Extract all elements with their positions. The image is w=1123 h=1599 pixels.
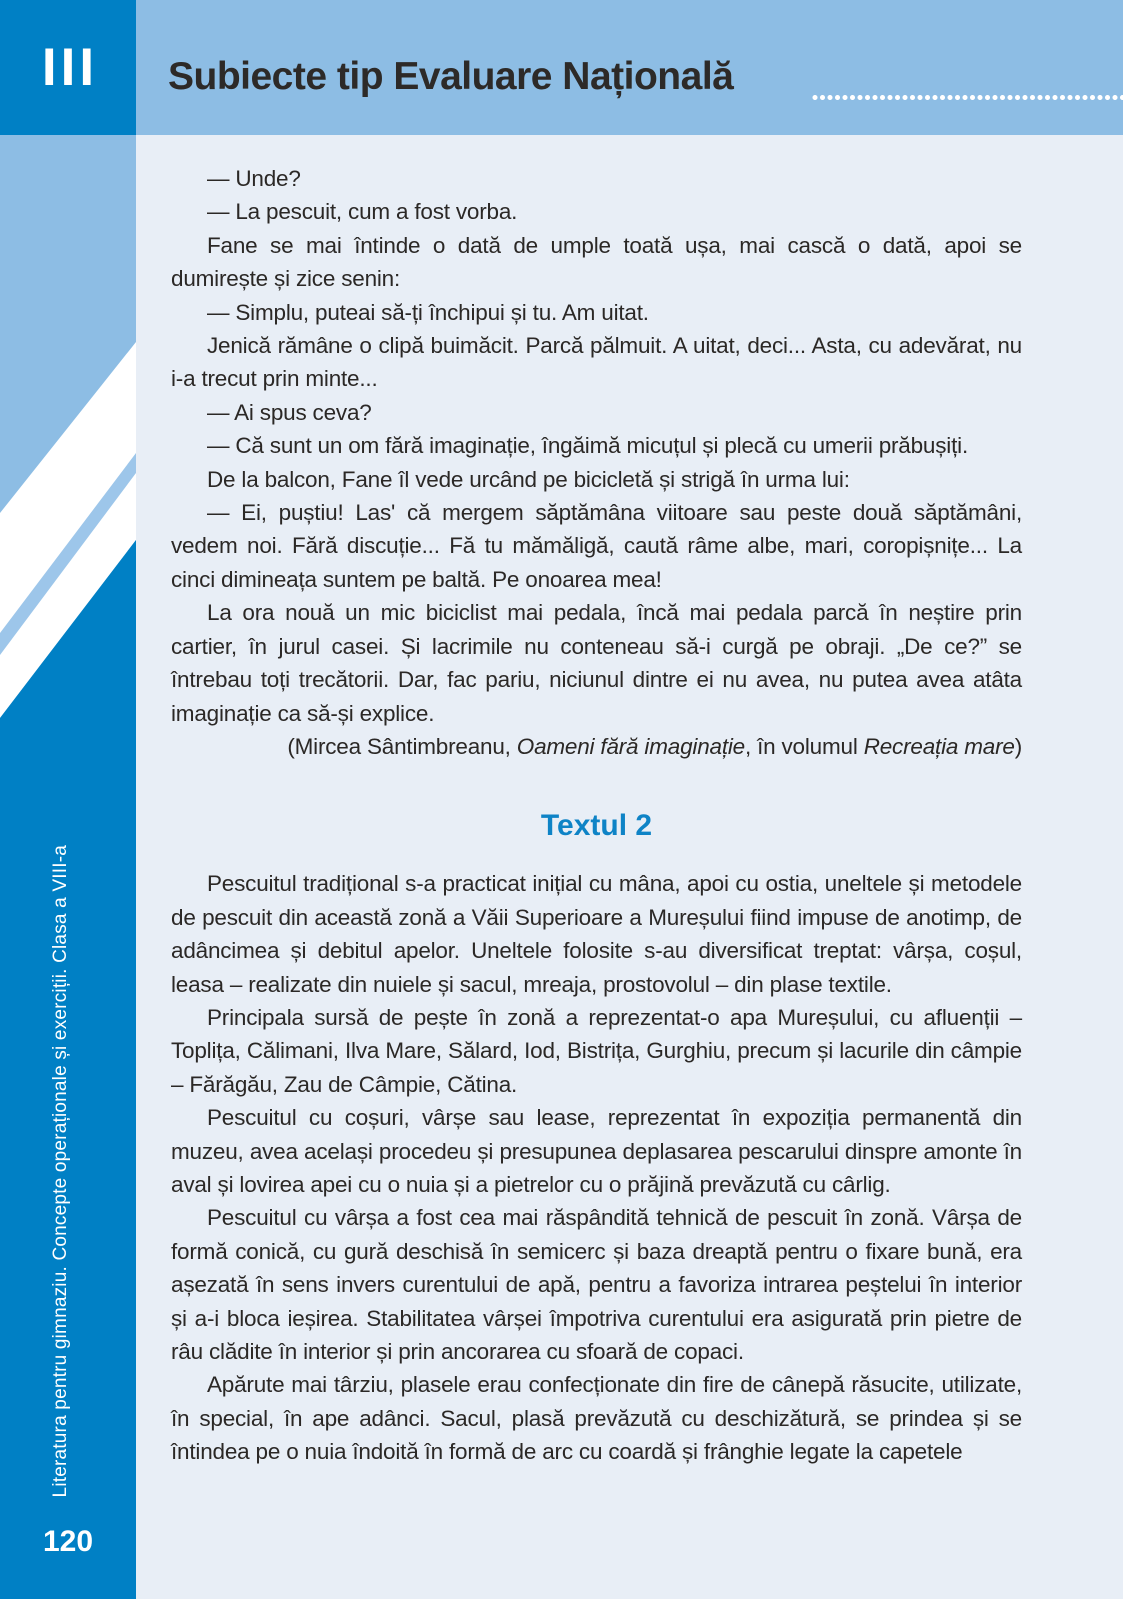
body-paragraph: Apărute mai târziu, plasele erau confecționate din fire de cânepă răsucite, utilizate, în special, în ape adânci. Sacul, plasă prevăzută cu deschizătură, se prindea și se întindea pe o nuia îndoită în formă de arc cu coardă și frânghie legate la capetele xyxy=(171,1372,1022,1465)
dialogue-paragraph: — Ei, puștiu! Las' că mergem săptămâna viitoare sau peste două săptămâni, vedem noi. Fără discuție... Fă tu mămăligă, caută râme albe, mari, coropișnițe... La cinci dimineața suntem pe baltă. Pe onoarea mea! xyxy=(171,500,1022,592)
citation-work-title: Oameni fără imaginație xyxy=(516,733,745,759)
source-citation xyxy=(171,730,1022,763)
section-heading: Textul 2 xyxy=(540,809,653,843)
sidebar-vertical-text: Literatura pentru gimnaziu. Concepte operaționale și exerciții. Clasa a VIII-a xyxy=(50,844,71,1497)
citation-middle: , în volumul xyxy=(744,733,864,759)
body-paragraph: Pescuitul tradițional s-a practicat inițial cu mâna, apoi cu ostia, uneltele și metodele de pescuit din această zonă a Văii Superioare a Mureșului fiind impuse de anotimp, de adâncimea și debitul apelor. Uneltele folosite s-au diversificat treptat: vârșa, coșul, leasa – realizate din nuiele și sacul, mreaja, prostovolul – din plase textile. xyxy=(171,871,1022,997)
dialogue-paragraph: — La pescuit, cum a fost vorba. xyxy=(207,199,518,225)
title-dotted-line xyxy=(812,93,1123,102)
chapter-tab xyxy=(0,0,136,135)
body-paragraph: Pescuitul cu coșuri, vârșe sau lease, reprezentat în expoziția permanentă din muzeu, avea același procedeu și presupunea deplasarea pescarului dinspre amonte în aval și lovirea apei cu o nuia și a pietrelor cu o prăjină prevăzută cu cârlig. xyxy=(171,1105,1022,1197)
citation-suffix: ) xyxy=(1014,733,1022,759)
citation-prefix: (Mircea Sântimbreanu, xyxy=(287,733,517,759)
chapter-numeral: III xyxy=(41,38,99,97)
sidebar xyxy=(0,135,136,1599)
body-paragraph: Principala sursă de pește în zonă a reprezentat-o apa Mureșului, cu afluenții – Toplița, Călimani, Ilva Mare, Sălard, Iod, Bistrița, Gurghiu, precum și lacurile din câmpie – Fărăgău, Zau de Câmpie, Cătina. xyxy=(171,1004,1022,1097)
dialogue-paragraph: — Ai spus ceva? xyxy=(207,399,372,425)
dialogue-paragraph: — Că sunt un om fără imaginație, îngăimă micuțul și plecă cu umerii prăbușiți. xyxy=(207,433,968,459)
header-band xyxy=(0,0,1123,135)
citation-volume-title: Recreația mare xyxy=(863,733,1015,759)
dialogue-paragraph: Fane se mai întinde o dată de umple toată ușa, mai cască o dată, apoi se dumirește și zice senin: xyxy=(171,232,1022,292)
page-number: 120 xyxy=(42,1525,94,1558)
dialogue-paragraph: — Simplu, puteai să-ți închipui și tu. Am uitat. xyxy=(207,299,649,325)
content-area xyxy=(136,135,1123,1599)
page-title: Subiecte tip Evaluare Națională xyxy=(168,55,734,98)
body-paragraph: Pescuitul cu vârșa a fost cea mai răspândită tehnică de pescuit în zonă. Vârșa de formă conică, cu gură deschisă în semicerc și baza dreaptă pentru o fixare bună, era așezată în sens invers curentului de apă, pentru a favoriza intrarea peștelui în interior și a-i bloca ieșirea. Stabilitatea vârșei împotriva curentului era asigurată prin pietre de râu clădite în interior și prin ancorarea cu sfoară de copaci. xyxy=(171,1205,1022,1364)
dialogue-paragraph: — Unde? xyxy=(207,166,301,191)
dialogue-paragraph: La ora nouă un mic biciclist mai pedala, încă mai pedala parcă în neștire prin cartier, în jurul casei. Și lacrimile nu conteneau să-i curgă pe obraji. „De ce?” se întrebau toți trecătorii. Dar, fac pariu, niciunul dintre ei nu avea, nu putea avea atâta imaginație ca să-și explice. xyxy=(171,600,1022,726)
dialogue-paragraph: Jenică rămâne o clipă buimăcit. Parcă pălmuit. A uitat, deci... Asta, cu adevărat, nu i-a trecut prin minte... xyxy=(171,333,1022,392)
dialogue-paragraph: De la balcon, Fane îl vede urcând pe bicicletă și strigă în urma lui: xyxy=(207,466,850,492)
